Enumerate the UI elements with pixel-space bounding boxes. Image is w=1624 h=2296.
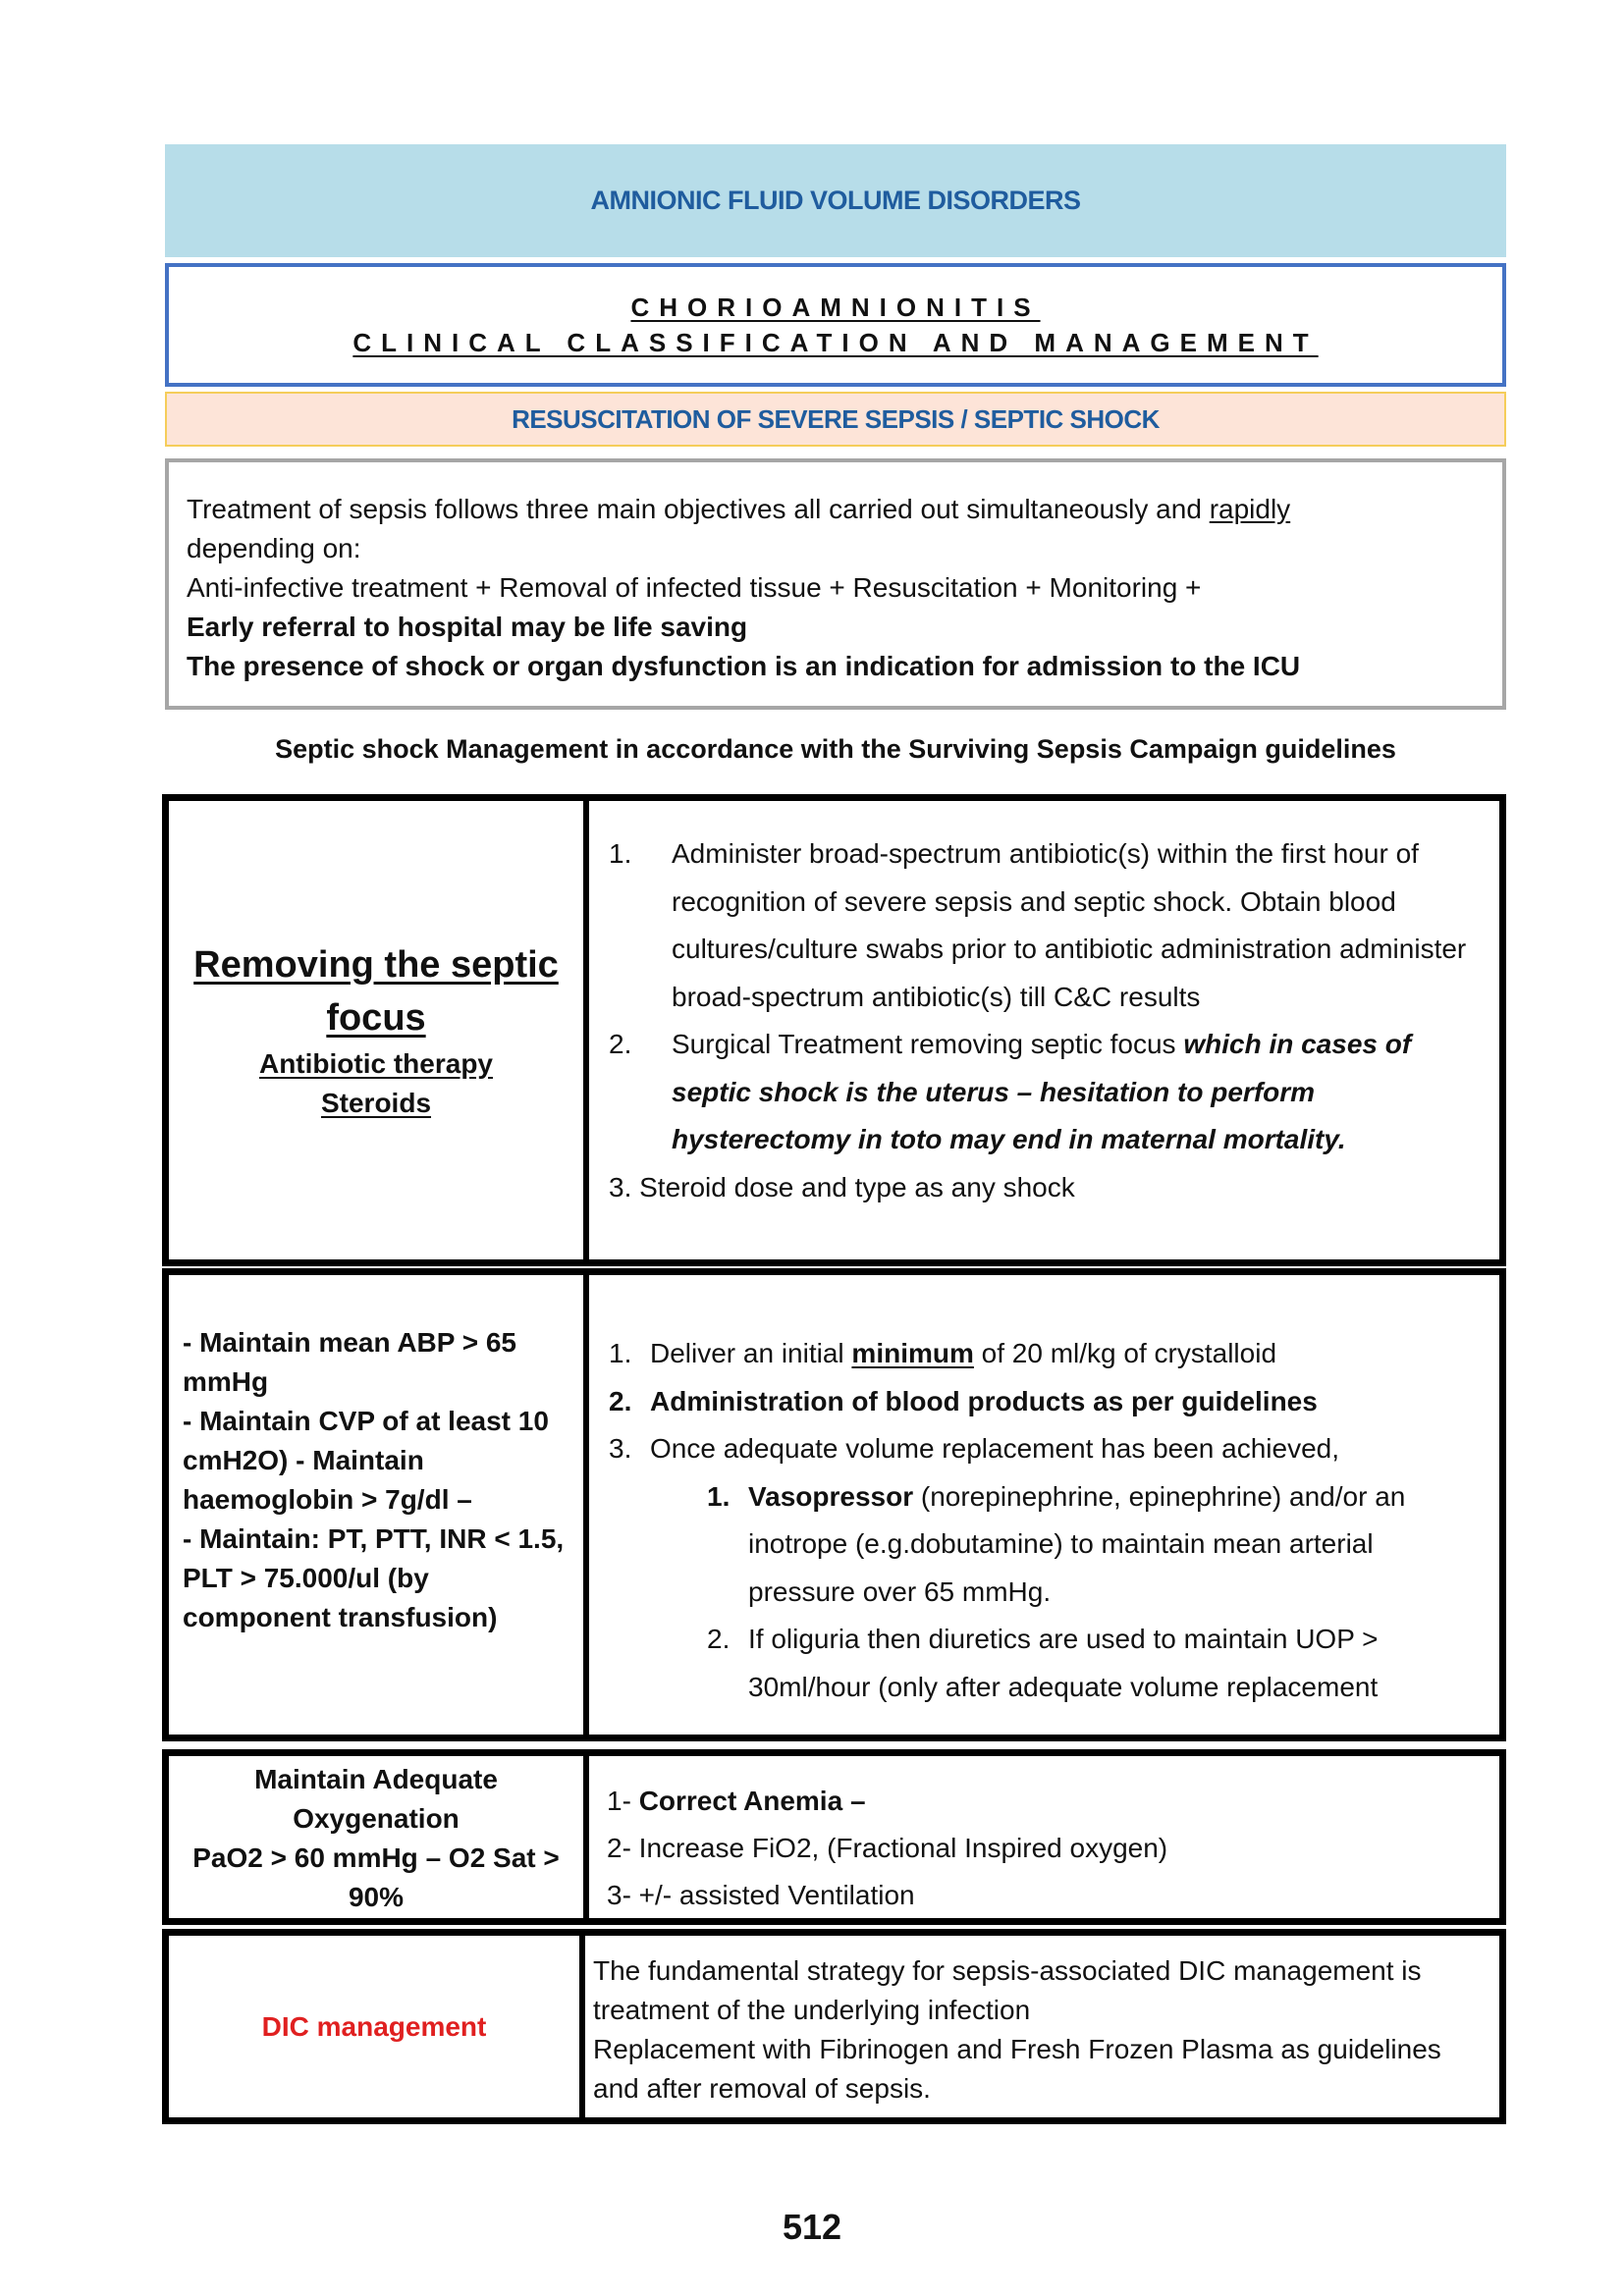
list-number: 1. — [609, 838, 632, 869]
intro-line: Anti-infective treatment + Removal of infected tissue + Resuscitation + Monitoring + — [187, 572, 1202, 603]
intro-line-bold: The presence of shock or organ dysfunction is an indication for admission to the ICU — [187, 651, 1301, 681]
list-item — [609, 1021, 1480, 1164]
list-number: 2. — [609, 1029, 632, 1059]
cell-subtitle: Antibiotic therapy — [258, 1047, 493, 1079]
table-right-cell — [585, 1936, 1499, 2117]
list-text: Once adequate volume replacement has been achieved, — [650, 1433, 1340, 1464]
list-item: 3- +/- assisted Ventilation — [607, 1880, 915, 1910]
cell-target: PaO2 > 60 mmHg – O2 Sat > 90% — [192, 1842, 560, 1912]
table-right-cell — [589, 1275, 1499, 1735]
list-item — [609, 1425, 1480, 1473]
page-number: 512 — [782, 2207, 842, 2247]
list-text: Administration of blood products as per guidelines — [650, 1385, 1318, 1416]
sub-list-item — [707, 1473, 1480, 1617]
section-header — [165, 392, 1506, 447]
list-number: 2. — [609, 1385, 632, 1416]
list-text: If oliguria then diuretics are used to maintain UOP > 30ml/hour (only after adequate volume replacement — [748, 1624, 1379, 1702]
list-text — [672, 1021, 1480, 1164]
list-item — [609, 1164, 1480, 1212]
topic-title: CHORIOAMNIONITIS — [630, 293, 1041, 322]
table-left-cell — [169, 1275, 589, 1735]
table-dic — [162, 1929, 1506, 2124]
paragraph: Replacement with Fibrinogen and Fresh Frozen Plasma as guidelines and after removal of sepsis. — [593, 2034, 1441, 2104]
sub-list-item — [707, 1616, 1480, 1711]
list-text-emphasis: minimum — [851, 1338, 974, 1368]
list-number: 1. — [707, 1480, 731, 1512]
table-right-cell — [589, 1756, 1499, 1918]
table-left-cell — [169, 801, 589, 1259]
list-item — [609, 1330, 1480, 1378]
list-text — [748, 1473, 1480, 1617]
table-left-cell — [169, 1936, 585, 2117]
list-item — [607, 1778, 1482, 1825]
list-text-bold: Correct Anemia – — [638, 1786, 866, 1816]
table-hemodynamics — [162, 1268, 1506, 1741]
list-text-plain: Surgical Treatment removing septic focus — [672, 1029, 1184, 1059]
cell-subtitle: Steroids — [320, 1087, 432, 1118]
intro-box — [165, 458, 1506, 710]
intro-emphasis: rapidly — [1209, 494, 1291, 524]
section-title: RESUSCITATION OF SEVERE SEPSIS / SEPTIC SHOCK — [512, 403, 1160, 434]
sub-list — [609, 1473, 1480, 1712]
target-line: - Maintain mean ABP > 65 mmHg — [183, 1327, 516, 1397]
list-number: 3. — [609, 1433, 632, 1464]
paragraph: The fundamental strategy for sepsis-associated DIC management is treatment of the underlying infection — [593, 1955, 1422, 2025]
list-item — [609, 1378, 1480, 1426]
list-number: 1. — [609, 1338, 632, 1368]
target-line: - Maintain CVP of at least 10 cmH2O) - Maintain haemoglobin > 7g/dl – — [183, 1406, 549, 1515]
intro-text: Treatment of sepsis follows three main objectives all carried out simultaneously and — [187, 494, 1210, 524]
table-left-cell — [169, 1756, 589, 1918]
list-text — [650, 1330, 1276, 1378]
list-text-plain: 1- — [607, 1786, 639, 1816]
cell-title: Maintain Adequate Oxygenation — [254, 1763, 498, 1834]
cell-title: Removing the septic focus — [193, 943, 559, 1039]
list-text: Administer broad-spectrum antibiotic(s) within the first hour of recognition of severe sepsis and septic shock. Obtain blood cultures/culture swabs prior to antibiotic administration administer broad-spectrum antibiotic(s) till C&C results — [672, 838, 1467, 1012]
management-subtitle: Septic shock Management in accordance with the Surviving Sepsis Campaign guidelines — [275, 734, 1396, 764]
intro-line — [187, 490, 1485, 529]
table-oxygenation — [162, 1749, 1506, 1925]
chapter-title: AMNIONIC FLUID VOLUME DISORDERS — [590, 186, 1081, 215]
list-text-bold: Vasopressor — [748, 1480, 914, 1512]
table-right-cell — [589, 801, 1499, 1259]
topic-title-box — [165, 263, 1506, 387]
list-item: 2- Increase FiO2, (Fractional Inspired oxygen) — [607, 1833, 1168, 1863]
list-number: 2. — [707, 1624, 731, 1654]
list-item — [609, 830, 1480, 1021]
dic-label: DIC management — [261, 2010, 487, 2042]
chapter-header — [165, 144, 1506, 257]
intro-line: depending on: — [187, 533, 361, 563]
list-text-plain: (norepinephrine, epinephrine) and/or an inotrope (e.g.dobutamine) to maintain mean arterial pressure over 65 mmHg. — [748, 1480, 1406, 1607]
list-text-plain: of 20 ml/kg of crystalloid — [973, 1338, 1277, 1368]
topic-subtitle: CLINICAL CLASSIFICATION AND MANAGEMENT — [352, 328, 1319, 357]
intro-line-bold: Early referral to hospital may be life saving — [187, 612, 748, 642]
list-text-plain: Deliver an initial — [650, 1338, 852, 1368]
list-text: 3. Steroid dose and type as any shock — [609, 1171, 1075, 1202]
target-line: - Maintain: PT, PTT, INR < 1.5, PLT > 75.000/ul (by component transfusion) — [183, 1523, 565, 1632]
table-septic-focus — [162, 794, 1506, 1266]
list-text-emphasis: which in cases of septic shock is the uterus – hesitation to perform hysterectomy in toto may end in maternal mortality. — [672, 1029, 1412, 1154]
